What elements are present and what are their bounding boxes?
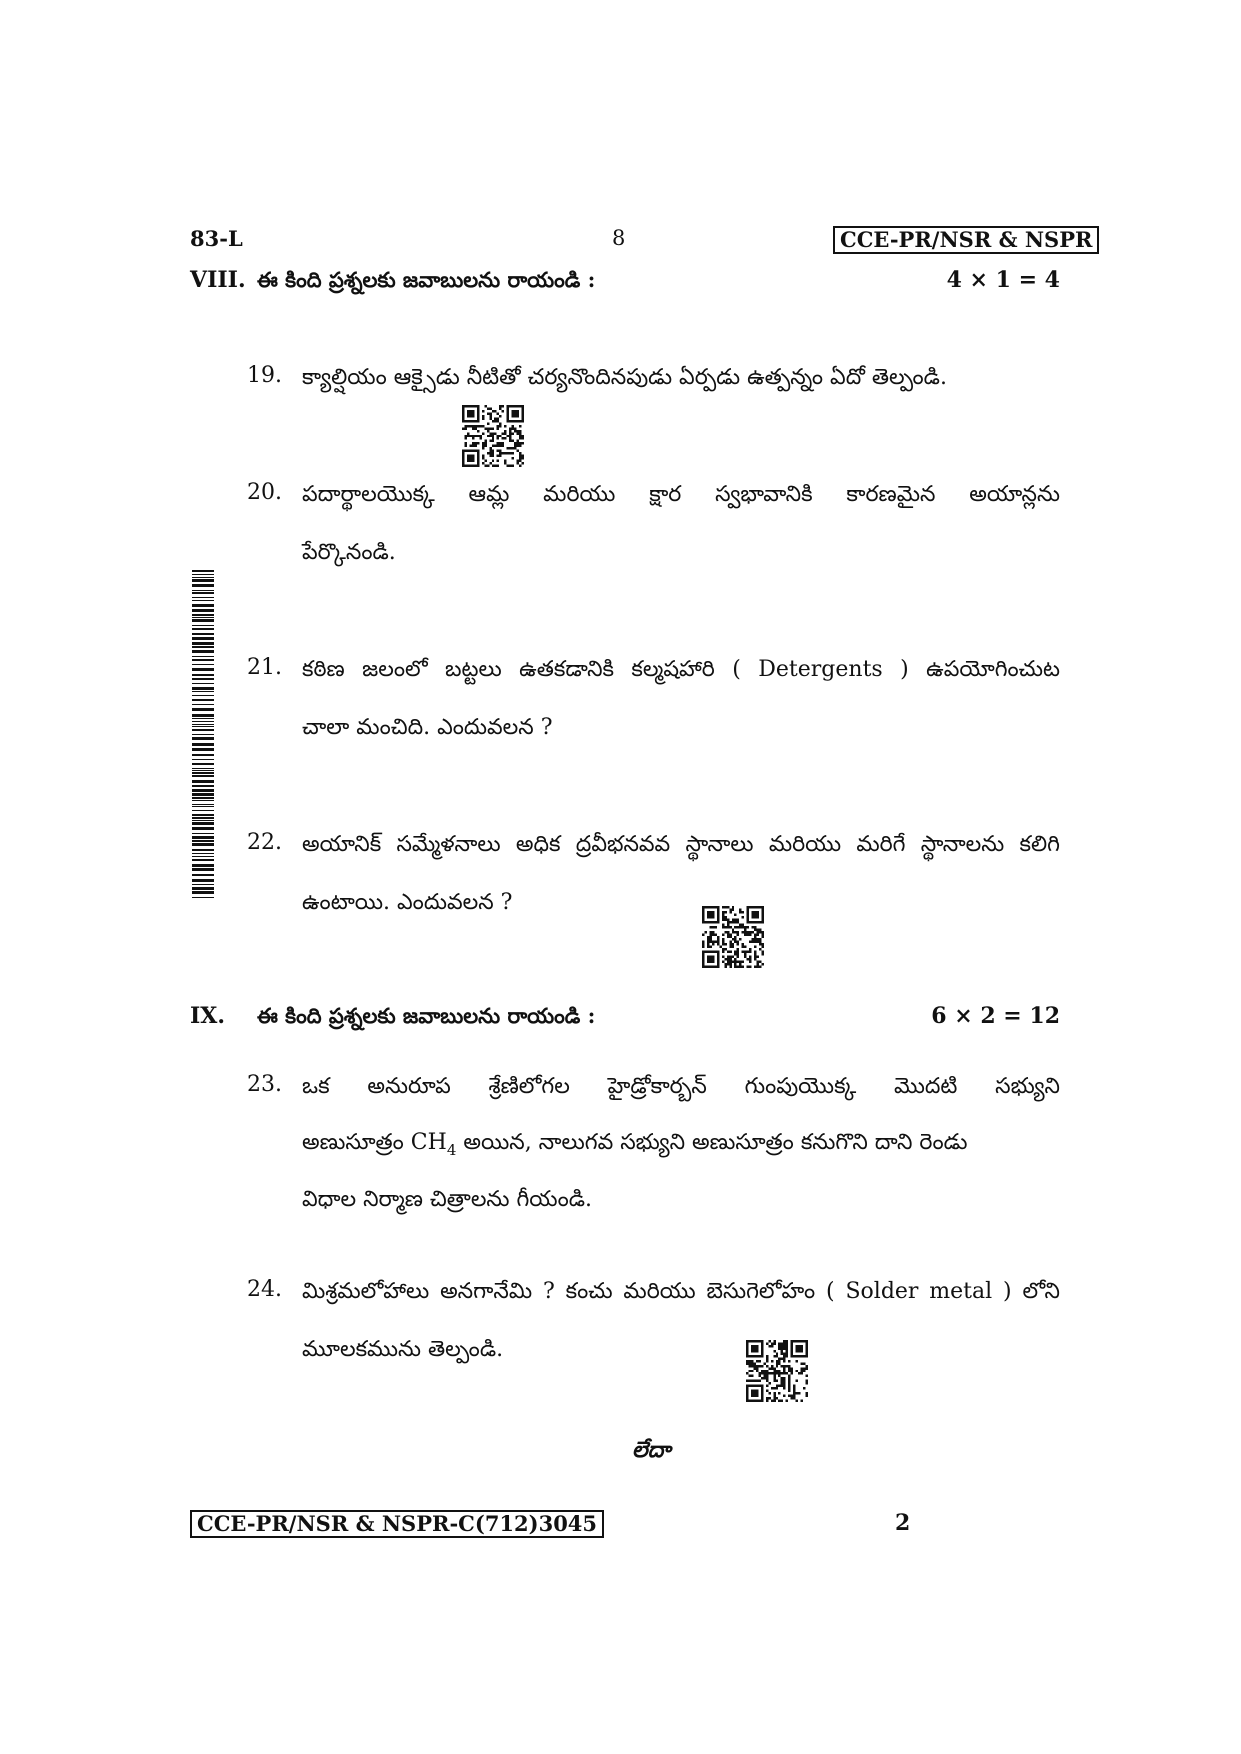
paper-code: 83-L bbox=[190, 226, 243, 251]
section-number: VIII. bbox=[190, 267, 246, 293]
footer-number: 2 bbox=[895, 1510, 911, 1536]
question-text-continued: విధాల నిర్మాణ చిత్రాలను గీయండి. bbox=[302, 1187, 593, 1212]
section-instruction: ఈ కింది ప్రశ్నలకు జవాబులను రాయండి : bbox=[257, 267, 596, 292]
or-separator: లేదా bbox=[632, 1437, 671, 1463]
qr-code-icon bbox=[702, 906, 764, 968]
question-number: 23. bbox=[247, 1072, 282, 1097]
section-number: IX. bbox=[190, 1003, 226, 1029]
question-number: 20. bbox=[247, 480, 282, 505]
question-text-continued: ఉంటాయి. ఎందువలన ? bbox=[302, 890, 513, 915]
question-text: మిశ్రమలోహాలు అనగానేమి ? కంచు మరియు బెసుగెలోహం ( Solder metal ) లోని bbox=[302, 1279, 1060, 1304]
footer-code-box: CCE-PR/NSR & NSPR-C(712)3045 bbox=[190, 1510, 604, 1538]
formula-prefix: అణుసూత్రం CH bbox=[302, 1130, 447, 1155]
barcode-icon bbox=[192, 570, 214, 898]
question-text: ఒక అనురూప శ్రేణిలోగల హైడ్రోకార్బన్ గుంపుయొక్క మొదటి సభ్యుని bbox=[302, 1074, 1060, 1099]
question-number: 24. bbox=[247, 1277, 282, 1302]
section-marks: 6 × 2 = 12 bbox=[931, 1003, 1060, 1029]
formula-subscript: 4 bbox=[446, 1141, 457, 1159]
page-number: 8 bbox=[612, 226, 626, 250]
question-text-continued: మూలకమును తెల్పండి. bbox=[302, 1337, 504, 1362]
question-text: పదార్థాలయొక్క ఆమ్ల మరియు క్షార స్వభావానికి కారణమైన అయాన్లను bbox=[302, 482, 1060, 507]
formula-suffix: అయిన, నాలుగవ సభ్యుని అణుసూత్రం కనుగొని దాని రెండు bbox=[456, 1130, 968, 1155]
question-text: క్యాల్షియం ఆక్సైడు నీటితో చర్యనొందినపుడు ఏర్పడు ఉత్పన్నం ఏదో తెల్పండి. bbox=[302, 365, 947, 390]
qr-code-icon bbox=[746, 1340, 808, 1402]
question-text-continued: చాలా మంచిది. ఎందువలన ? bbox=[302, 715, 553, 740]
question-text: అయానిక్ సమ్మేళనాలు అధిక ద్రవీభనవవ స్థానాలు మరియు మరిగే స్థానాలను కలిగి bbox=[302, 832, 1060, 857]
question-text-continued bbox=[302, 1128, 968, 1165]
section-marks: 4 × 1 = 4 bbox=[946, 267, 1060, 293]
question-text-continued: పేర్కొనండి. bbox=[302, 540, 396, 565]
question-number: 19. bbox=[247, 363, 282, 388]
question-number: 21. bbox=[247, 655, 282, 680]
section-instruction: ఈ కింది ప్రశ్నలకు జవాబులను రాయండి : bbox=[257, 1003, 596, 1028]
qr-code-icon bbox=[462, 405, 524, 467]
question-number: 22. bbox=[247, 830, 282, 855]
question-text: కఠిణ జలంలో బట్టలు ఉతకడానికి కల్మషహారి ( Detergents ) ఉపయోగించుట bbox=[302, 657, 1060, 682]
exam-code-box: CCE-PR/NSR & NSPR bbox=[833, 226, 1099, 254]
